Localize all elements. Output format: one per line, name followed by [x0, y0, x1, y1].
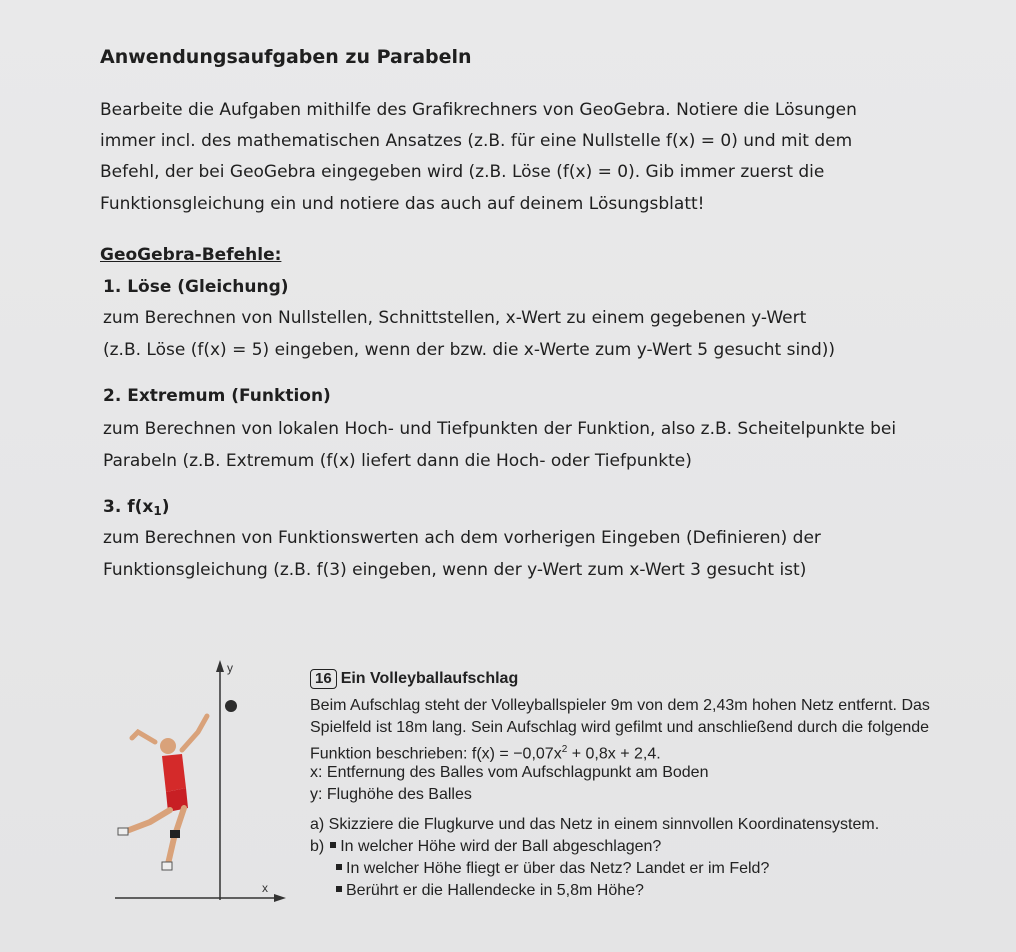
task-b-text-1: In welcher Höhe wird der Ball abgeschlagen? [340, 838, 662, 855]
intro-line-1: Bearbeite die Aufgaben mithilfe des Grafikrechners von GeoGebra. Notiere die Lösungen [100, 100, 857, 120]
cmd3-title-suffix: ) [161, 497, 170, 517]
exercise-header [310, 668, 518, 689]
y-description: y: Flughöhe des Balles [310, 786, 472, 803]
player-jersey [162, 754, 186, 792]
intro-line-4: Funktionsgleichung ein und notiere das auch auf deinem Lösungsblatt! [100, 194, 705, 214]
task-b-label: b) [310, 838, 325, 855]
y-axis-label: y [227, 661, 233, 675]
commands-heading: GeoGebra-Befehle: [100, 245, 282, 265]
volleyball-ball [225, 700, 237, 712]
cmd2-line-2: Parabeln (z.B. Extremum (f(x) liefert dann die Hoch- oder Tiefpunkte) [103, 451, 692, 471]
player-kneepad [170, 830, 180, 838]
task-b-item-1 [310, 836, 661, 857]
intro-line-3: Befehl, der bei GeoGebra eingegeben wird (z.B. Löse (f(x) = 0). Gib immer zuerst die [100, 162, 825, 182]
cmd2-title: 2. Extremum (Funktion) [103, 386, 331, 406]
exercise-line-1: Beim Aufschlag steht der Volleyballspieler 9m von dem 2,43m hohen Netz entfernt. Das [310, 697, 930, 714]
task-b-text-3: Berührt er die Hallendecke in 5,8m Höhe? [346, 882, 644, 899]
volleyball-player-illustration [110, 650, 290, 910]
function-exponent: 2 [561, 744, 568, 755]
player-front-shoe [162, 862, 172, 870]
cmd3-line-2: Funktionsgleichung (z.B. f(3) eingeben, wenn der y-Wert zum x-Wert 3 gesucht ist) [103, 560, 807, 580]
x-axis-label: x [262, 881, 268, 895]
task-b-item-2 [330, 858, 769, 879]
page-title: Anwendungsaufgaben zu Parabeln [100, 46, 472, 68]
exercise-line-2: Spielfeld ist 18m lang. Sein Aufschlag wird gefilmt und anschließend durch die folgende [310, 719, 930, 736]
x-description: x: Entfernung des Balles vom Aufschlagpunkt am Boden [310, 764, 709, 781]
player-right-arm [182, 716, 207, 750]
exercise-title: Ein Volleyballaufschlag [340, 670, 519, 687]
task-b-text-2: In welcher Höhe fliegt er über das Netz? Landet er im Feld? [346, 860, 770, 877]
cmd1-line-2: (z.B. Löse (f(x) = 5) eingeben, wenn der bzw. die x-Werte zum y-Wert 5 gesucht sind)) [103, 340, 836, 360]
cmd3-title-subscript: 1 [153, 504, 162, 518]
cmd3-title-prefix: 3. f(x [103, 497, 154, 517]
y-axis-arrow-icon [216, 660, 224, 672]
cmd3-line-1: zum Berechnen von Funktionswerten ach dem vorherigen Eingeben (Definieren) der [103, 528, 821, 548]
player-back-leg [124, 810, 170, 832]
exercise-function [310, 739, 661, 764]
bullet-square-icon [336, 886, 342, 892]
bullet-square-icon [336, 864, 342, 870]
cmd1-title: 1. Löse (Gleichung) [103, 277, 289, 297]
function-suffix: + 0,8x + 2,4. [567, 745, 661, 763]
intro-line-2: immer incl. des mathematischen Ansatzes (z.B. für eine Nullstelle f(x) = 0) und mit dem [100, 131, 853, 151]
function-prefix: Funktion beschrieben: f(x) = −0,07x [310, 745, 562, 763]
task-a: a) Skizziere die Flugkurve und das Netz in einem sinnvollen Koordinatensystem. [310, 816, 880, 833]
cmd1-line-1: zum Berechnen von Nullstellen, Schnittstellen, x-Wert zu einem gegebenen y-Wert [103, 308, 807, 328]
cmd2-line-1: zum Berechnen von lokalen Hoch- und Tiefpunkten der Funktion, also z.B. Scheitelpunkte bei [103, 419, 897, 439]
x-axis-arrow-icon [274, 894, 286, 902]
player-left-arm [132, 732, 155, 742]
task-b-item-3 [330, 880, 644, 901]
player-back-shoe [118, 828, 128, 835]
bullet-square-icon [330, 842, 336, 848]
exercise-number: 16 [310, 669, 337, 689]
player-head [160, 738, 176, 754]
cmd3-title [103, 496, 169, 522]
